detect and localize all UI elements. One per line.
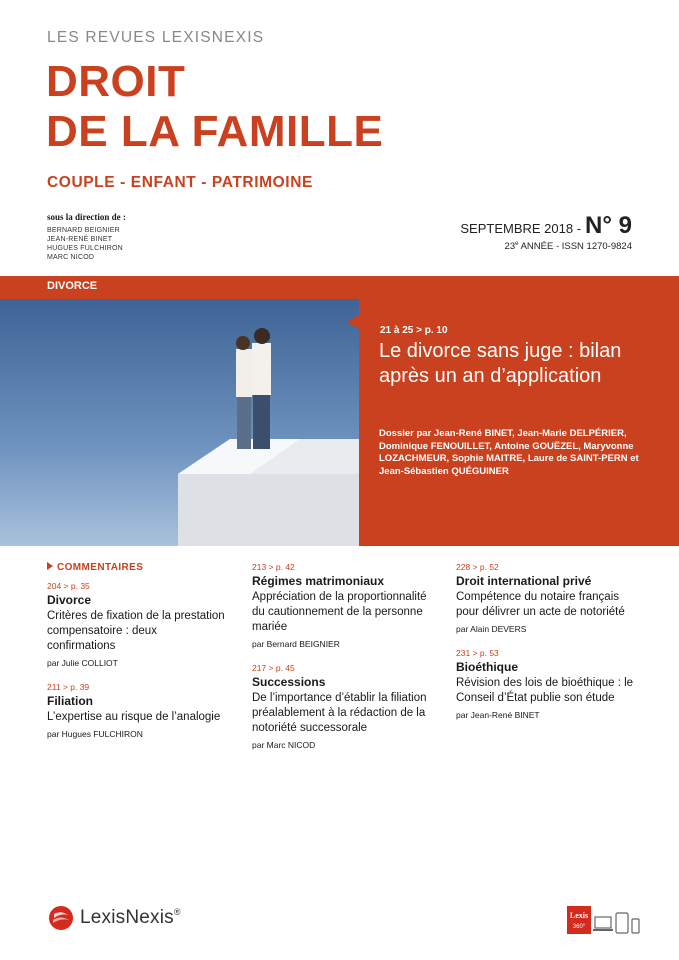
triangle-icon xyxy=(47,562,53,570)
direction-names xyxy=(47,226,123,262)
journal-title-line2: DE LA FAMILLE xyxy=(46,107,384,156)
article-entry[interactable] xyxy=(47,682,227,739)
direction-heading: sous la direction de : xyxy=(47,212,126,222)
article-description: Révision des lois de bioéthique : le Conseil d’État publie son étude xyxy=(456,677,634,704)
feature-tag: DIVORCE xyxy=(47,280,98,292)
article-category: Divorce xyxy=(47,593,92,607)
article-entry[interactable] xyxy=(252,663,432,750)
commentaries-column-2 xyxy=(252,562,432,764)
laptop-icon xyxy=(593,914,613,934)
issue-date: SEPTEMBRE 2018 - xyxy=(460,221,582,236)
director-name: JEAN-RENÉ BINET xyxy=(47,236,113,243)
badge-sub: 360° xyxy=(572,924,586,930)
feature-reference: 21 à 25 > p. 10 xyxy=(380,325,448,336)
article-author: par Julie COLLIOT xyxy=(47,658,118,668)
publisher-name: LexisNexis® xyxy=(80,907,181,928)
lexisnexis-logo-icon xyxy=(48,905,74,931)
article-description: Compétence du notaire français pour délivrer un acte de notoriété xyxy=(456,591,625,618)
lexis-360-badge-icon xyxy=(567,906,591,934)
article-description: Critères de fixation de la prestation compensatoire : deux confirmations xyxy=(47,610,225,652)
feature-authors: Dossier par Jean-René BINET, Jean-Marie DELPÉRIER, Dominique FENOUILLET, Antoine GOUËZEL, Maryvonne LOZACHMEUR, Sophie MAITRE, Laure de SAINT-PERN et Jean-Sébastien QUÉGUINER xyxy=(379,428,639,477)
article-reference: 228 > p. 52 xyxy=(456,562,499,572)
article-entry[interactable] xyxy=(252,562,432,649)
article-category: Régimes matrimoniaux xyxy=(252,574,385,588)
article-category: Bioéthique xyxy=(456,660,518,674)
feature-pointer xyxy=(347,315,359,329)
article-author: par Alain DEVERS xyxy=(456,624,527,634)
cover-photo xyxy=(0,299,359,546)
director-name: HUGUES FULCHIRON xyxy=(47,245,123,252)
article-category: Droit international privé xyxy=(456,574,592,588)
director-name: BERNARD BEIGNIER xyxy=(47,227,120,234)
couple-on-rooftop-illustration xyxy=(0,299,359,546)
article-author: par Hugues FULCHIRON xyxy=(47,729,143,739)
publisher-logo xyxy=(48,905,181,931)
article-description: De l’importance d’établir la filiation préalablement à la rédaction de la notoriété successorale xyxy=(252,692,427,734)
series-name: LES REVUES LEXISNEXIS xyxy=(47,29,265,46)
commentaries-column-1 xyxy=(47,562,227,753)
issue-info xyxy=(460,212,632,240)
article-reference: 211 > p. 39 xyxy=(47,682,90,692)
article-reference: 231 > p. 53 xyxy=(456,648,499,658)
article-author: par Bernard BEIGNIER xyxy=(252,639,340,649)
article-author: par Jean-René BINET xyxy=(456,710,540,720)
article-description: L’expertise au risque de l’analogie xyxy=(47,711,221,723)
article-entry[interactable] xyxy=(456,648,636,720)
article-reference: 213 > p. 42 xyxy=(252,562,295,572)
article-entry[interactable] xyxy=(456,562,636,634)
issue-year-issn: 23e ANNÉE - ISSN 1270-9824 xyxy=(504,241,632,253)
issue-number: N° 9 xyxy=(585,212,632,239)
article-author: par Marc NICOD xyxy=(252,740,316,750)
article-reference: 204 > p. 35 xyxy=(47,581,90,591)
journal-subtitle: COUPLE - ENFANT - PATRIMOINE xyxy=(47,174,313,191)
journal-title-line1: DROIT xyxy=(46,57,186,106)
badge-text: Lexis xyxy=(569,911,589,920)
director-name: MARC NICOD xyxy=(47,254,95,261)
article-description: Appréciation de la proportionnalité du cautionnement de la personne mariée xyxy=(252,591,427,633)
phone-icon xyxy=(631,918,640,934)
article-category: Successions xyxy=(252,675,326,689)
commentaries-column-3 xyxy=(456,562,636,734)
article-reference: 217 > p. 45 xyxy=(252,663,295,673)
digital-editions xyxy=(567,906,640,934)
article-entry[interactable] xyxy=(47,581,227,668)
feature-title: Le divorce sans juge : bilan après un an d’application xyxy=(379,340,622,387)
article-category: Filiation xyxy=(47,694,93,708)
tablet-icon xyxy=(615,912,629,934)
section-label: COMMENTAIRES xyxy=(47,562,227,573)
